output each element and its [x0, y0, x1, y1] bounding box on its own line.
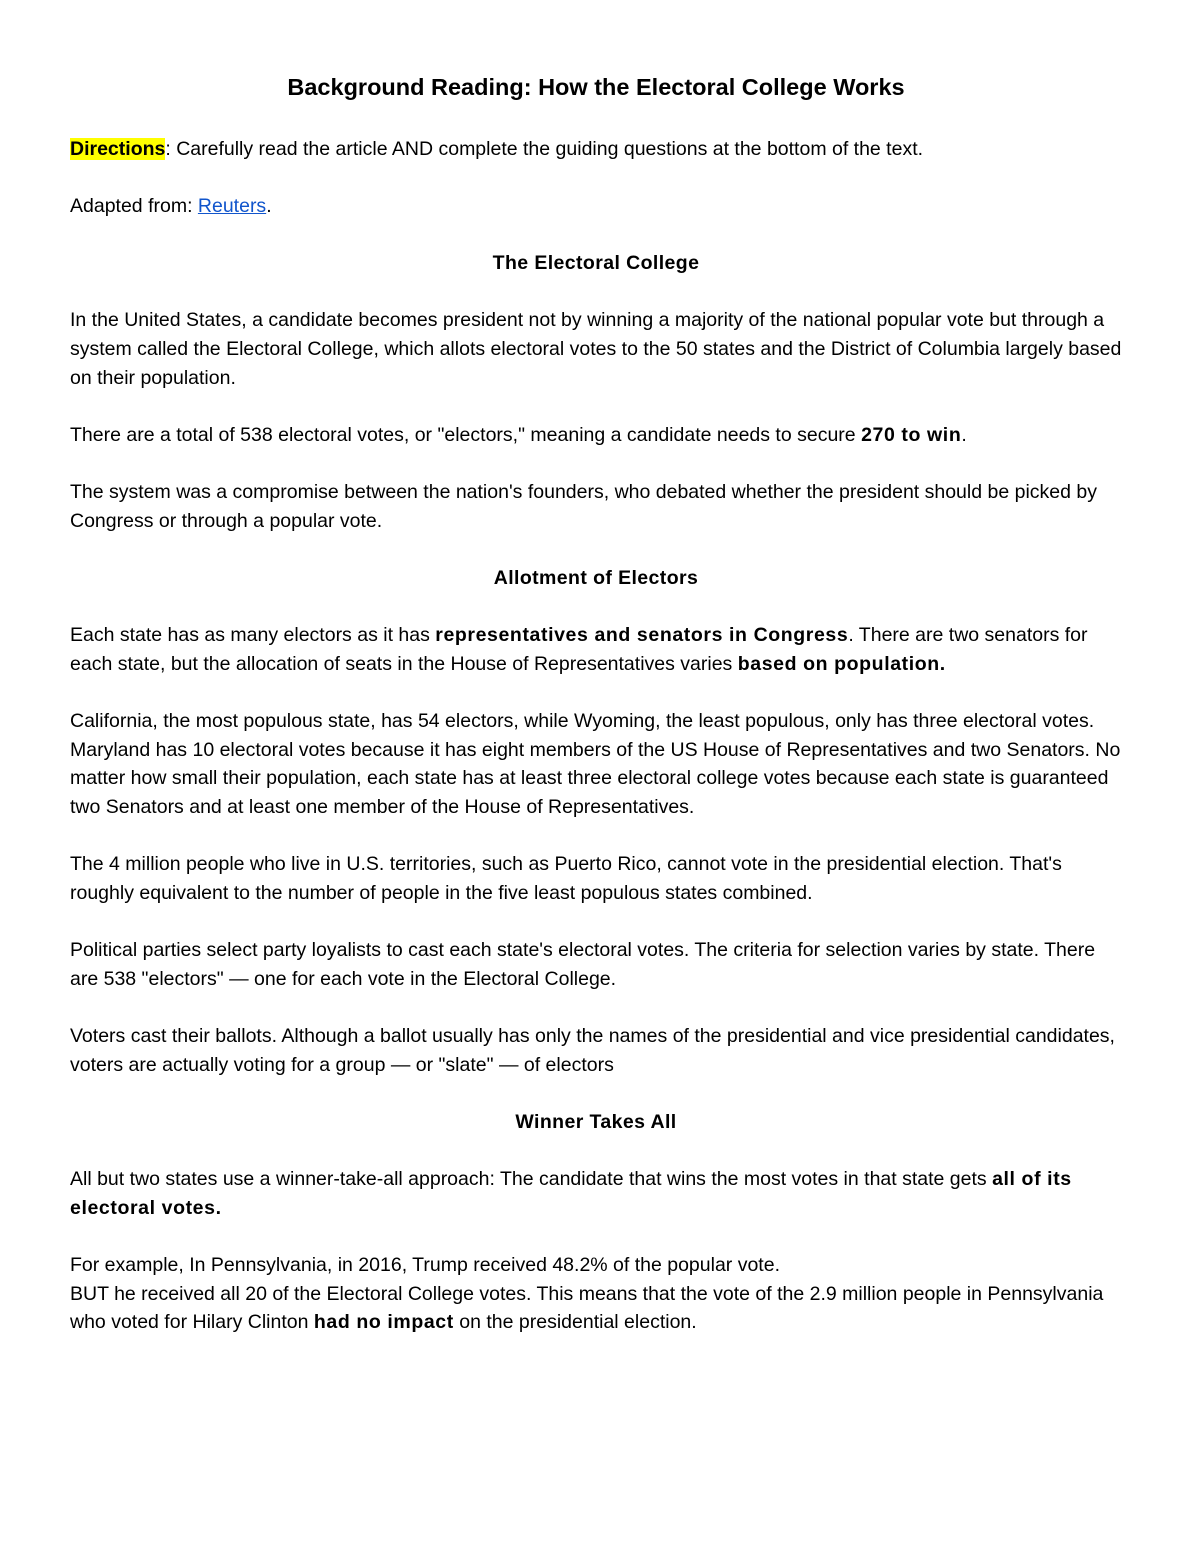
paragraph — [70, 621, 1122, 678]
paragraph: The system was a compromise between the nation's founders, who debated whether the president should be picked by Congress or through a popular vote. — [70, 480, 1097, 532]
page-title: Background Reading: How the Electoral College Works — [287, 74, 905, 100]
bold-text: based on population. — [737, 652, 946, 675]
paragraph — [70, 1165, 1122, 1222]
source-link[interactable]: Reuters — [197, 194, 267, 217]
paragraph: In the United States, a candidate becomes president not by winning a majority of the national popular vote but through a system called the Electoral College, which allots electoral votes to the 50 states and the District of Columbia largely based on their population. — [70, 309, 1122, 389]
directions-text: : Carefully read the article AND complete the guiding questions at the bottom of the text. — [165, 138, 924, 160]
section-heading-winner-takes-all: Winner Takes All — [515, 1110, 677, 1133]
paragraph-text: Each state has as many electors as it has — [70, 624, 436, 647]
paragraph-text: on the presidential election. — [453, 1311, 697, 1334]
source-suffix: . — [266, 194, 272, 217]
section-heading-allotment: Allotment of Electors — [493, 566, 699, 589]
directions-label: Directions — [70, 138, 166, 160]
directions-paragraph — [70, 135, 1122, 164]
paragraph-text: All but two states use a winner-take-all approach: The candidate that wins the most votes in that state gets — [70, 1168, 993, 1191]
paragraph: Political parties select party loyalists to cast each state's electoral votes. The criteria for selection varies by state. There are 538 "electors" — one for each vote in the Electoral College. — [70, 939, 1096, 990]
bold-text: 270 to win — [861, 423, 962, 446]
section-heading-electoral-college: The Electoral College — [492, 251, 700, 274]
source-prefix: Adapted from: — [70, 194, 198, 217]
paragraph-text: . There are two senators for each state, but the allocation of seats in the House of Representatives varies — [70, 624, 1088, 675]
paragraph-text: BUT he received all 20 of the Electoral College votes. This means that the vote of the 2.9 million people in Pennsylvania who voted for Hilary Clinton — [70, 1282, 1104, 1334]
paragraph — [70, 421, 1122, 450]
paragraph: The 4 million people who live in U.S. territories, such as Puerto Rico, cannot vote in the presidential election. That's roughly equivalent to the number of people in the five least populous states combined. — [70, 853, 1062, 904]
paragraph: California, the most populous state, has 54 electors, while Wyoming, the least populous, only has three electoral votes. Maryland has 10 electoral votes because it has eight members of the US House of Representatives and two Senators. No matter how small their population, each state has at least three electoral college votes because each state is guaranteed two Senators and at least one member of the House of Representatives. — [70, 709, 1121, 819]
paragraph: Voters cast their ballots. Although a ballot usually has only the names of the presidential and vice presidential candidates, voters are actually voting for a group — or "slate" — of electors — [70, 1025, 1115, 1076]
paragraph-line: For example, In Pennsylvania, in 2016, Trump received 48.2% of the popular vote. — [70, 1254, 780, 1277]
paragraph-text: There are a total of 538 electoral votes, or "electors," meaning a candidate needs to secure — [70, 423, 862, 446]
source-attribution — [70, 192, 1122, 221]
bold-text: all of its electoral votes. — [70, 1168, 1072, 1219]
bold-text: had no impact — [313, 1311, 454, 1334]
bold-text: representatives and senators in Congress — [435, 624, 849, 647]
paragraph-text: . — [961, 423, 967, 446]
paragraph — [70, 1280, 1122, 1337]
